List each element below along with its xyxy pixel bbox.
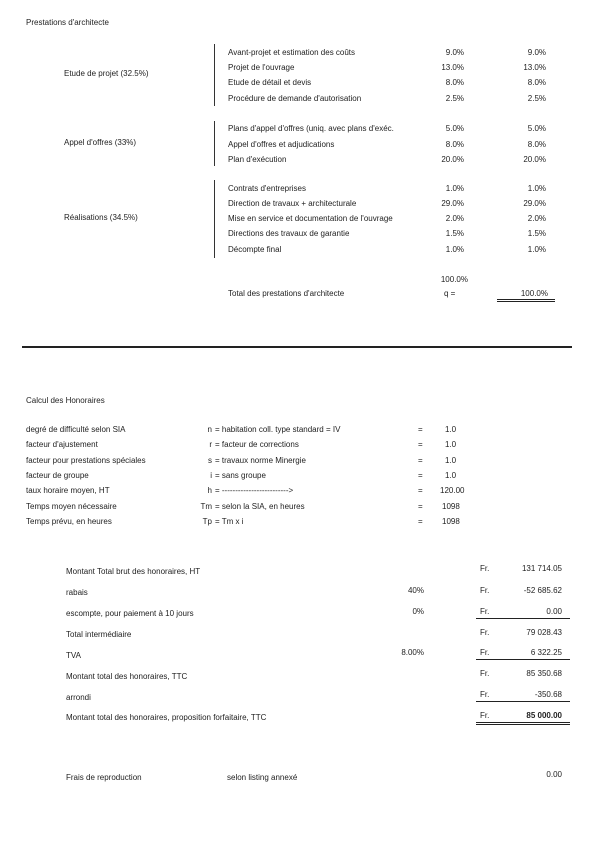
row-pct-1: 29.0% — [441, 199, 464, 208]
param-desc: = -------------------------> — [215, 486, 294, 495]
amount-pct: 0% — [412, 607, 424, 616]
row-desc: Etude de détail et devis — [228, 78, 312, 87]
subtotal-value: 100.0% — [440, 275, 468, 284]
row-pct-2: 8.0% — [527, 140, 546, 149]
total-value: 100.0% — [520, 289, 548, 298]
param-desc: = facteur de corrections — [215, 440, 299, 449]
row-desc: Projet de l'ouvrage — [228, 63, 295, 72]
row-desc: Contrats d'entreprises — [228, 184, 307, 193]
row-pct-1: 5.0% — [445, 124, 464, 133]
amount-value: -350.68 — [534, 690, 562, 699]
param-symbol: h — [207, 486, 212, 495]
param-value: 1.0 — [445, 456, 457, 465]
param-equals: = — [418, 502, 423, 511]
param-value: 120.00 — [440, 486, 465, 495]
param-equals: = — [418, 471, 423, 480]
param-equals: = — [418, 486, 423, 495]
group-label: Etude de projet (32.5%) — [64, 69, 149, 78]
amount-label: TVA — [66, 651, 81, 660]
total-label: Total des prestations d'architecte — [228, 289, 345, 298]
param-symbol: i — [210, 471, 212, 480]
amount-pct: 40% — [407, 586, 424, 595]
row-desc: Directions des travaux de garantie — [228, 229, 350, 238]
total-underline — [497, 301, 555, 302]
amount-label: arrondi — [66, 693, 91, 702]
param-label: facteur pour prestations spéciales — [26, 456, 146, 465]
amount-value-final: 85 000.00 — [526, 711, 562, 720]
row-pct-2: 1.0% — [527, 184, 546, 193]
subtotal-rule — [476, 701, 570, 702]
final-total-rule — [476, 724, 570, 725]
amount-currency: Fr. — [480, 586, 490, 595]
param-desc: = Tm x i — [215, 517, 244, 526]
row-pct-1: 1.0% — [445, 184, 464, 193]
row-pct-1: 1.5% — [445, 229, 464, 238]
row-pct-2: 8.0% — [527, 78, 546, 87]
amount-label: Montant total des honoraires, TTC — [66, 672, 188, 681]
amount-value: 79 028.43 — [526, 628, 562, 637]
group-divider — [214, 44, 215, 106]
amount-currency: Fr. — [480, 669, 490, 678]
amount-currency: Fr. — [480, 607, 490, 616]
reproduction-amount: 0.00 — [546, 770, 562, 779]
row-pct-1: 8.0% — [445, 78, 464, 87]
amount-value: 0.00 — [546, 607, 562, 616]
subtotal-rule — [476, 659, 570, 660]
final-total-rule — [476, 722, 570, 723]
param-label: degré de difficulté selon SIA — [26, 425, 126, 434]
total-underline — [497, 299, 555, 300]
row-desc: Appel d'offres et adjudications — [228, 140, 335, 149]
param-symbol: Tp — [202, 517, 212, 526]
amount-label: Total intermédiaire — [66, 630, 132, 639]
amount-value: 85 350.68 — [526, 669, 562, 678]
row-pct-2: 2.5% — [527, 94, 546, 103]
param-value: 1098 — [442, 517, 460, 526]
row-pct-2: 2.0% — [527, 214, 546, 223]
amount-currency: Fr. — [480, 690, 490, 699]
row-pct-1: 1.0% — [445, 245, 464, 254]
row-desc: Décompte final — [228, 245, 282, 254]
amount-value: -52 685.62 — [523, 586, 562, 595]
row-pct-1: 8.0% — [445, 140, 464, 149]
row-desc: Plan d'exécution — [228, 155, 287, 164]
amount-label-final: Montant total des honoraires, proposition forfaitaire, TTC — [66, 713, 267, 722]
row-pct-2: 5.0% — [527, 124, 546, 133]
row-desc: Mise en service et documentation de l'ouvrage — [228, 214, 393, 223]
param-symbol: r — [209, 440, 212, 449]
param-equals: = — [418, 456, 423, 465]
param-desc: = sans groupe — [215, 471, 266, 480]
row-pct-2: 9.0% — [527, 48, 546, 57]
param-value: 1.0 — [445, 440, 457, 449]
row-desc: Plans d'appel d'offres (uniq. avec plans d'exéc. — [228, 124, 394, 133]
row-desc: Procédure de demande d'autorisation — [228, 94, 362, 103]
param-symbol: n — [207, 425, 212, 434]
param-label: facteur d'ajustement — [26, 440, 98, 449]
param-desc: = habitation coll. type standard = IV — [215, 425, 341, 434]
param-label: Temps moyen nécessaire — [26, 502, 117, 511]
row-pct-1: 20.0% — [441, 155, 464, 164]
group-label: Réalisations (34.5%) — [64, 213, 138, 222]
group-label: Appel d'offres (33%) — [64, 138, 137, 147]
group-divider — [214, 121, 215, 166]
row-desc: Direction de travaux + architecturale — [228, 199, 357, 208]
row-pct-2: 20.0% — [523, 155, 546, 164]
row-pct-1: 9.0% — [445, 48, 464, 57]
param-desc: = travaux norme Minergie — [215, 456, 306, 465]
amount-label: escompte, pour paiement à 10 jours — [66, 609, 194, 618]
section-separator — [22, 346, 572, 348]
param-desc: = selon la SIA, en heures — [215, 502, 305, 511]
reproduction-label: Frais de reproduction — [66, 773, 142, 782]
param-equals: = — [418, 440, 423, 449]
amount-label: rabais — [66, 588, 88, 597]
param-label: facteur de groupe — [26, 471, 89, 480]
param-label: Temps prévu, en heures — [26, 517, 112, 526]
amount-label: Montant Total brut des honoraires, HT — [66, 567, 201, 576]
param-label: taux horaire moyen, HT — [26, 486, 110, 495]
amount-currency: Fr. — [480, 648, 490, 657]
param-value: 1.0 — [445, 425, 457, 434]
row-pct-1: 2.0% — [445, 214, 464, 223]
amount-value: 6 322.25 — [530, 648, 562, 657]
param-value: 1.0 — [445, 471, 457, 480]
param-symbol: s — [208, 456, 212, 465]
row-pct-1: 13.0% — [441, 63, 464, 72]
param-equals: = — [418, 425, 423, 434]
section-title-calcul: Calcul des Honoraires — [26, 396, 105, 405]
total-q: q = — [444, 289, 456, 298]
group-divider — [214, 180, 215, 258]
row-pct-2: 1.5% — [527, 229, 546, 238]
section-title-prestations: Prestations d'architecte — [26, 18, 109, 27]
row-pct-1: 2.5% — [445, 94, 464, 103]
amount-currency: Fr. — [480, 564, 490, 573]
amount-pct: 8.00% — [401, 648, 424, 657]
row-pct-2: 13.0% — [523, 63, 546, 72]
reproduction-desc: selon listing annexé — [227, 773, 298, 782]
row-pct-2: 1.0% — [527, 245, 546, 254]
row-desc: Avant-projet et estimation des coûts — [228, 48, 356, 57]
param-symbol: Tm — [200, 502, 212, 511]
param-equals: = — [418, 517, 423, 526]
amount-currency: Fr. — [480, 628, 490, 637]
param-value: 1098 — [442, 502, 460, 511]
amount-currency: Fr. — [480, 711, 490, 720]
amount-value: 131 714.05 — [521, 564, 562, 573]
row-pct-2: 29.0% — [523, 199, 546, 208]
subtotal-rule — [476, 618, 570, 619]
